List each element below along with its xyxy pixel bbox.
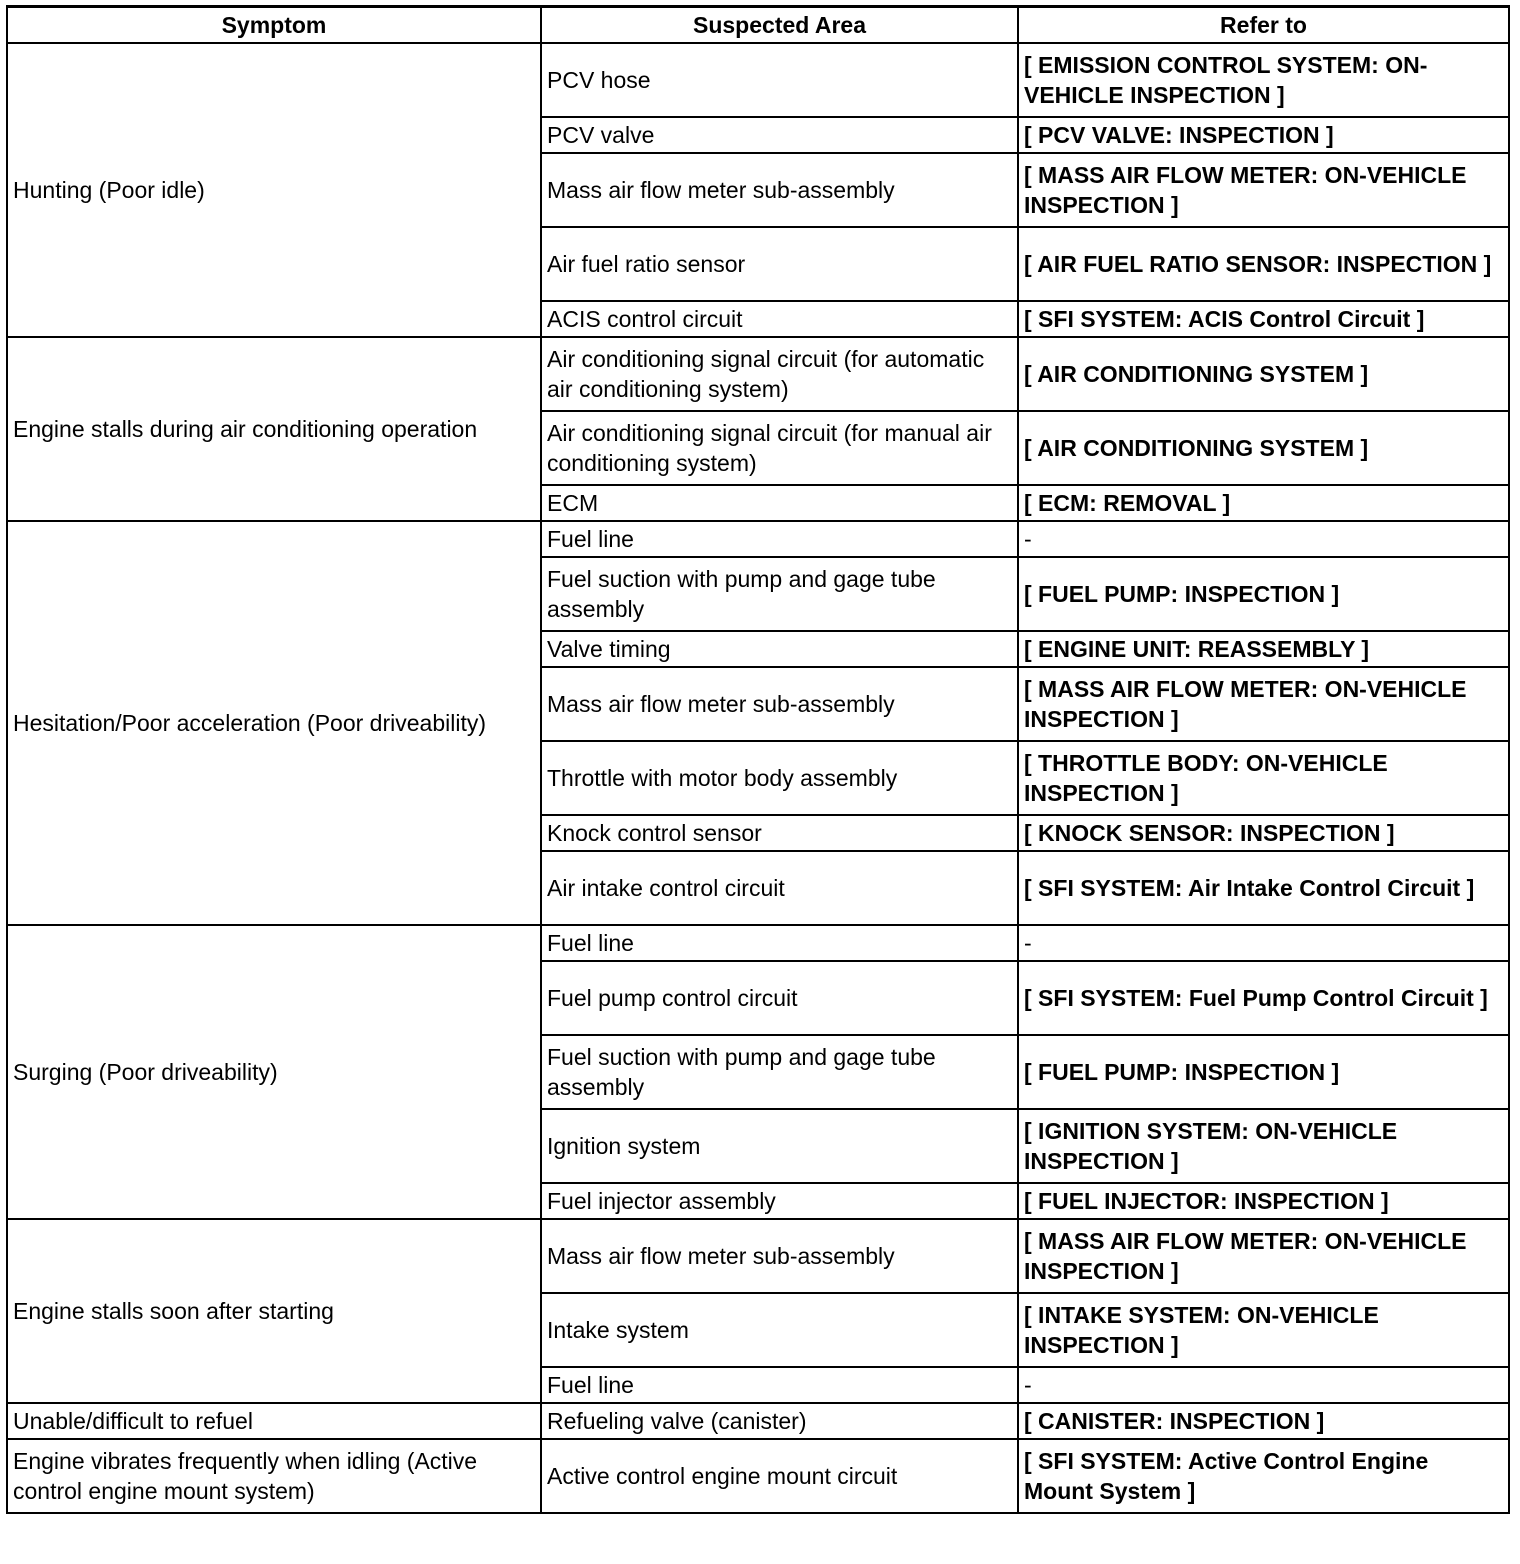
- refer-to-link[interactable]: [ THROTTLE BODY: ON-VEHICLE INSPECTION ]: [1018, 741, 1509, 815]
- table-row: [7, 925, 1509, 961]
- refer-to-link[interactable]: [ AIR CONDITIONING SYSTEM ]: [1018, 411, 1509, 485]
- refer-to-link[interactable]: [ FUEL PUMP: INSPECTION ]: [1018, 1035, 1509, 1109]
- suspected-area-cell: PCV hose: [541, 43, 1018, 117]
- suspected-area-cell: Air conditioning signal circuit (for automatic air conditioning system): [541, 337, 1018, 411]
- suspected-area-cell: Fuel line: [541, 1367, 1018, 1403]
- refer-to-link[interactable]: [ SFI SYSTEM: Active Control Engine Mount System ]: [1018, 1439, 1509, 1513]
- suspected-area-cell: Mass air flow meter sub-assembly: [541, 153, 1018, 227]
- table-row: [7, 43, 1509, 117]
- suspected-area-cell: Active control engine mount circuit: [541, 1439, 1018, 1513]
- table-row: [7, 337, 1509, 411]
- refer-to-link[interactable]: [ SFI SYSTEM: Air Intake Control Circuit ]: [1018, 851, 1509, 925]
- refer-to-link[interactable]: [ ENGINE UNIT: REASSEMBLY ]: [1018, 631, 1509, 667]
- refer-to-link[interactable]: [ ECM: REMOVAL ]: [1018, 485, 1509, 521]
- table-header-row: [7, 7, 1509, 44]
- suspected-area-cell: Knock control sensor: [541, 815, 1018, 851]
- header-symptom: Symptom: [7, 7, 541, 44]
- header-suspected-area: Suspected Area: [541, 7, 1018, 44]
- suspected-area-cell: ECM: [541, 485, 1018, 521]
- refer-to-link[interactable]: [ PCV VALVE: INSPECTION ]: [1018, 117, 1509, 153]
- suspected-area-cell: Fuel line: [541, 521, 1018, 557]
- suspected-area-cell: PCV valve: [541, 117, 1018, 153]
- suspected-area-cell: Valve timing: [541, 631, 1018, 667]
- suspected-area-cell: ACIS control circuit: [541, 301, 1018, 337]
- header-refer-to: Refer to: [1018, 7, 1509, 44]
- suspected-area-cell: Throttle with motor body assembly: [541, 741, 1018, 815]
- refer-to-link[interactable]: [ IGNITION SYSTEM: ON-VEHICLE INSPECTION ]: [1018, 1109, 1509, 1183]
- table-row: [7, 521, 1509, 557]
- refer-to-link[interactable]: [ MASS AIR FLOW METER: ON-VEHICLE INSPECTION ]: [1018, 153, 1509, 227]
- suspected-area-cell: Mass air flow meter sub-assembly: [541, 1219, 1018, 1293]
- table-row: [7, 1219, 1509, 1293]
- symptom-cell: Hunting (Poor idle): [7, 43, 541, 337]
- suspected-area-cell: Fuel line: [541, 925, 1018, 961]
- symptom-cell: Hesitation/Poor acceleration (Poor driveability): [7, 521, 541, 925]
- refer-to-link[interactable]: [ SFI SYSTEM: Fuel Pump Control Circuit ]: [1018, 961, 1509, 1035]
- refer-to-link[interactable]: [ EMISSION CONTROL SYSTEM: ON-VEHICLE INSPECTION ]: [1018, 43, 1509, 117]
- suspected-area-cell: Air intake control circuit: [541, 851, 1018, 925]
- refer-to-link[interactable]: [ AIR CONDITIONING SYSTEM ]: [1018, 337, 1509, 411]
- problem-symptoms-table: [6, 5, 1510, 1514]
- suspected-area-cell: Refueling valve (canister): [541, 1403, 1018, 1439]
- suspected-area-cell: Fuel injector assembly: [541, 1183, 1018, 1219]
- symptom-cell: Engine vibrates frequently when idling (Active control engine mount system): [7, 1439, 541, 1513]
- refer-to-link[interactable]: [ INTAKE SYSTEM: ON-VEHICLE INSPECTION ]: [1018, 1293, 1509, 1367]
- table-row: [7, 1439, 1509, 1513]
- refer-to-link[interactable]: [ MASS AIR FLOW METER: ON-VEHICLE INSPECTION ]: [1018, 1219, 1509, 1293]
- refer-to-link[interactable]: [ SFI SYSTEM: ACIS Control Circuit ]: [1018, 301, 1509, 337]
- refer-to-link[interactable]: [ KNOCK SENSOR: INSPECTION ]: [1018, 815, 1509, 851]
- symptom-cell: Engine stalls during air conditioning operation: [7, 337, 541, 521]
- refer-to-cell: -: [1018, 925, 1509, 961]
- refer-to-cell: -: [1018, 521, 1509, 557]
- suspected-area-cell: Mass air flow meter sub-assembly: [541, 667, 1018, 741]
- suspected-area-cell: Fuel suction with pump and gage tube assembly: [541, 557, 1018, 631]
- suspected-area-cell: Ignition system: [541, 1109, 1018, 1183]
- refer-to-link[interactable]: [ AIR FUEL RATIO SENSOR: INSPECTION ]: [1018, 227, 1509, 301]
- suspected-area-cell: Intake system: [541, 1293, 1018, 1367]
- suspected-area-cell: Fuel pump control circuit: [541, 961, 1018, 1035]
- suspected-area-cell: Fuel suction with pump and gage tube assembly: [541, 1035, 1018, 1109]
- symptom-cell: Unable/difficult to refuel: [7, 1403, 541, 1439]
- suspected-area-cell: Air conditioning signal circuit (for manual air conditioning system): [541, 411, 1018, 485]
- refer-to-link[interactable]: [ FUEL PUMP: INSPECTION ]: [1018, 557, 1509, 631]
- refer-to-link[interactable]: [ MASS AIR FLOW METER: ON-VEHICLE INSPECTION ]: [1018, 667, 1509, 741]
- symptom-cell: Engine stalls soon after starting: [7, 1219, 541, 1403]
- refer-to-cell: -: [1018, 1367, 1509, 1403]
- table-row: [7, 1403, 1509, 1439]
- suspected-area-cell: Air fuel ratio sensor: [541, 227, 1018, 301]
- refer-to-link[interactable]: [ CANISTER: INSPECTION ]: [1018, 1403, 1509, 1439]
- refer-to-link[interactable]: [ FUEL INJECTOR: INSPECTION ]: [1018, 1183, 1509, 1219]
- symptom-cell: Surging (Poor driveability): [7, 925, 541, 1219]
